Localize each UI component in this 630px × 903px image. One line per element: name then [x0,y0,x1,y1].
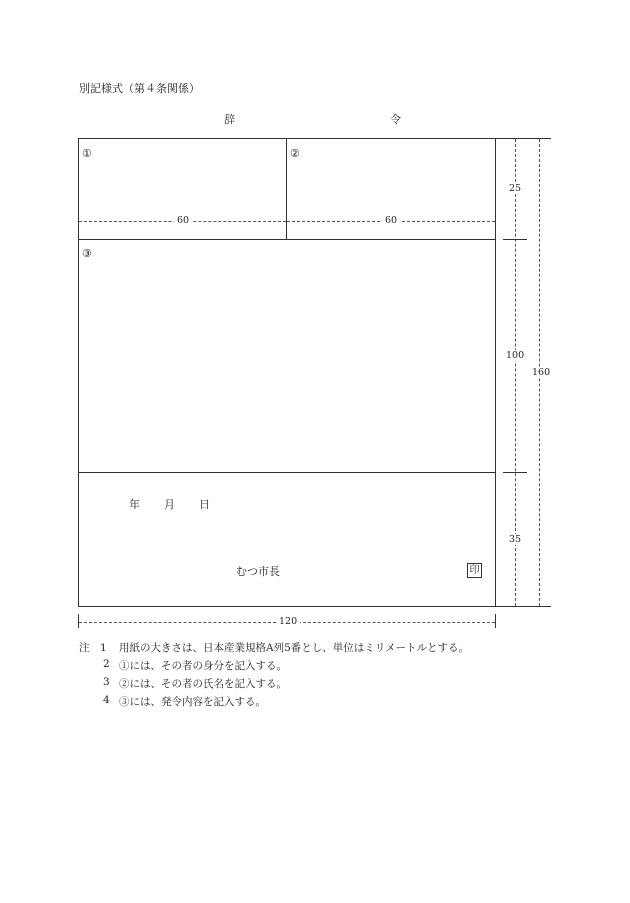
cell-2-marker: ② [290,147,300,160]
total-width-tick-right [495,614,496,628]
title-left: 辞 [224,113,235,126]
note-num: 3 [103,676,110,688]
date-month: 月 [164,498,175,511]
title-right: 令 [390,113,401,126]
note-text: ②には、その者の氏名を記入する。 [119,678,287,690]
height-dim-1: 25 [506,183,524,194]
form-label: 別記様式（第４条関係） [79,82,200,95]
total-height-tick-top [496,138,551,139]
cell-3-marker: ③ [82,247,92,260]
col-divider [286,138,287,240]
box-left [78,138,79,607]
total-width-dim: 120 [276,616,300,627]
box-bottom [78,606,496,607]
width-dim-1: 60 [174,215,192,226]
cell-1-marker: ① [82,147,92,160]
row-divider-2 [78,472,496,473]
row-divider-1 [78,239,496,240]
box-top [78,138,496,139]
date-day: 日 [199,498,210,511]
total-height-tick-bottom [496,606,551,607]
width-dim-2: 60 [382,215,400,226]
height-dim-3: 35 [506,534,524,545]
box-right [495,138,496,607]
row-dim-tick-2 [503,472,527,473]
date-year: 年 [129,498,140,511]
height-dim-2: 100 [503,350,527,361]
note-num: 2 [103,658,110,670]
note-text: 用紙の大きさは、日本産業規格A列5番とし、単位はミリメートルとする。 [119,642,470,654]
seal-box: 印 [467,563,482,578]
note-num: 4 [103,694,110,706]
mayor-title: むつ市長 [236,565,280,578]
total-width-tick-left [78,614,79,628]
note-text: ①には、その者の身分を記入する。 [119,660,287,672]
note-text: ③には、発令内容を記入する。 [119,696,266,708]
total-height-dim: 160 [529,367,553,378]
row-dim-tick-1 [503,239,527,240]
note-num: 注 1 [79,642,107,654]
